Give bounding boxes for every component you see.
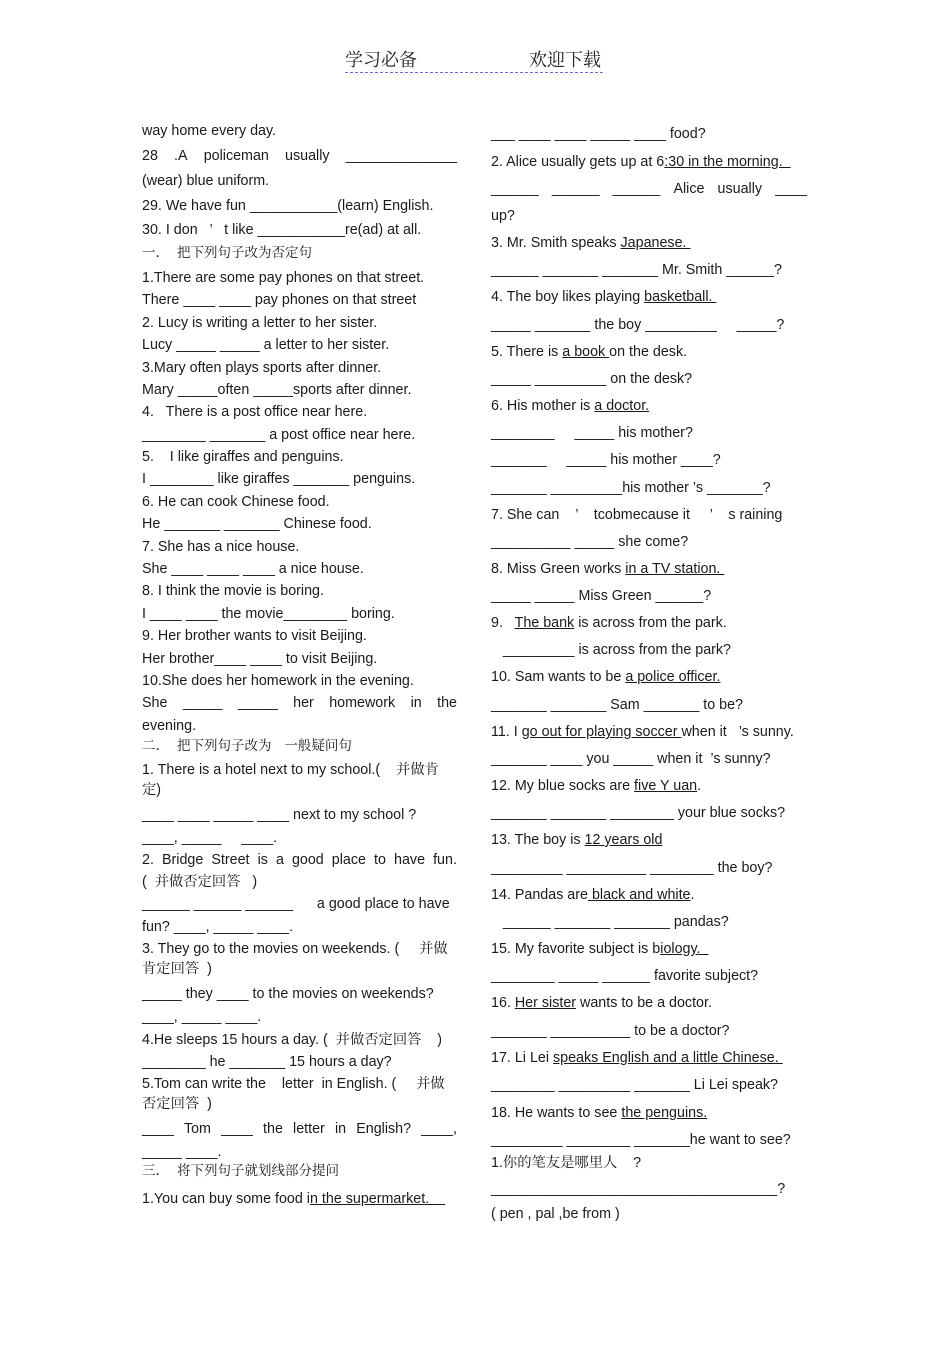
exercise-line <box>142 851 457 869</box>
underlined-part: :30 in the morning. <box>664 154 791 170</box>
exercise-line <box>142 895 450 913</box>
word: place <box>331 852 366 868</box>
exercise-line <box>491 424 693 442</box>
exercise-line <box>142 806 416 824</box>
underlined-part: a book <box>562 344 610 360</box>
exercise-line <box>142 269 424 287</box>
exercise-line <box>142 1095 212 1113</box>
exercise-line <box>491 343 687 361</box>
word: ____ <box>221 1121 253 1137</box>
word: homework <box>329 695 396 711</box>
line-text: 三. 将下列句子就划线部分提问 <box>142 1163 339 1179</box>
word: .A <box>174 148 188 164</box>
line-text: ______ _______ _______ Mr. Smith ______? <box>491 262 782 278</box>
line-text: 3. Mr. Smith speaks <box>491 235 621 251</box>
header-right-text: 欢迎下载 <box>529 50 601 71</box>
line-text: 否定回答 ) <box>142 1096 212 1112</box>
word: is <box>257 852 268 868</box>
line-text: way home every day. <box>142 123 277 139</box>
exercise-line <box>142 1162 339 1180</box>
line-text: ______ _______ _______ pandas? <box>491 914 729 930</box>
word: She <box>142 695 168 711</box>
exercise-line <box>142 582 324 600</box>
exercise-line <box>142 960 212 978</box>
exercise-line <box>142 381 411 399</box>
exercise-line <box>142 694 457 712</box>
exercise-line <box>491 1076 778 1094</box>
line-text: I ________ like giraffes _______ penguins. <box>142 471 416 487</box>
line-text: ____________________________________? <box>491 1181 786 1197</box>
exercise-line <box>491 1049 783 1067</box>
line-text: 定) <box>142 782 162 798</box>
line-text: 9. <box>491 615 515 631</box>
underlined-part: iology. <box>660 941 709 957</box>
exercise-line <box>491 668 720 686</box>
underlined-part: 12 years old <box>584 832 663 848</box>
line-text: 18. He wants to see <box>491 1105 622 1121</box>
exercise-line <box>142 1031 442 1049</box>
line-text: 29. We have fun ___________(learn) English. <box>142 198 434 214</box>
line-text: ______ ______ ______ a good place to have <box>142 896 450 912</box>
line-text: 14. Pandas are <box>491 887 588 903</box>
exercise-line <box>142 918 293 936</box>
exercise-line <box>491 288 716 306</box>
line-text: _______ __________ to be a doctor? <box>491 1023 730 1039</box>
word: fun. <box>433 852 457 868</box>
line-text-tail: is across from the park. <box>574 615 727 631</box>
word: usually <box>717 181 763 197</box>
exercise-line <box>491 506 782 524</box>
line-text: Mary _____often _____sports after dinner. <box>142 382 412 398</box>
line-text: 5. I like giraffes and penguins. <box>142 449 344 465</box>
line-text: 4. There is a post office near here. <box>142 404 368 420</box>
line-text: up? <box>491 208 515 224</box>
word: Tom <box>183 1121 211 1137</box>
line-text: There ____ ____ pay phones on that street <box>142 292 417 308</box>
line-text: 16. <box>491 995 515 1011</box>
word: ______ <box>491 181 539 197</box>
line-text: ___ ____ ____ _____ ____ food? <box>491 126 706 142</box>
exercise-line <box>142 940 448 958</box>
line-text: fun? ____, _____ ____. <box>142 919 294 935</box>
exercise-line <box>491 696 743 714</box>
line-text: 3.Mary often plays sports after dinner. <box>142 360 382 376</box>
line-text: 12. My blue socks are <box>491 778 635 794</box>
line-text: ________ _____ ______ favorite subject? <box>491 968 759 984</box>
exercise-line <box>142 403 367 421</box>
exercise-line <box>142 448 344 466</box>
word: her <box>293 695 314 711</box>
word: policeman <box>203 148 269 164</box>
exercise-line <box>491 1104 707 1122</box>
exercise-line <box>491 886 695 904</box>
line-text: 10.She does her homework in the evening. <box>142 673 414 689</box>
word: ____ <box>142 1121 174 1137</box>
line-text: _______ _______ Sam _______ to be? <box>491 697 744 713</box>
line-text: evening. <box>142 718 197 734</box>
underlined-part: speaks English and a little Chinese. <box>553 1050 783 1066</box>
word: English? <box>356 1121 412 1137</box>
exercise-line <box>491 831 662 849</box>
exercise-line <box>491 641 731 659</box>
word: to <box>374 852 386 868</box>
line-text: _________ __________ ________ the boy? <box>491 860 773 876</box>
exercise-line <box>142 1190 445 1208</box>
exercise-line <box>491 777 701 795</box>
exercise-line <box>142 538 299 556</box>
exercise-line <box>491 479 771 497</box>
word: the <box>437 695 457 711</box>
line-text: _____ ____. <box>142 1144 222 1160</box>
word: the <box>263 1121 283 1137</box>
exercise-line <box>491 397 649 415</box>
exercise-line <box>142 122 276 140</box>
underlined-part: a police officer. <box>625 669 721 685</box>
word: letter <box>293 1121 325 1137</box>
line-text: He _______ _______ Chinese food. <box>142 516 372 532</box>
line-text: ( pen , pal ,be from ) <box>491 1206 620 1222</box>
word: in <box>410 695 422 711</box>
exercise-line <box>491 560 724 578</box>
underlined-part: n the supermarket. <box>309 1191 446 1207</box>
line-text: ________ _____ his mother? <box>491 425 693 441</box>
exercise-line <box>142 359 381 377</box>
word: Bridge <box>161 852 204 868</box>
line-text: 1.There are some pay phones on that street. <box>142 270 425 286</box>
exercise-line <box>142 515 372 533</box>
line-text: 8. I think the movie is boring. <box>142 583 324 599</box>
exercise-line <box>491 1180 785 1198</box>
line-text: _____ _____ Miss Green ______? <box>491 588 712 604</box>
word: ______________ <box>345 148 457 164</box>
exercise-line <box>142 1143 222 1161</box>
exercise-line <box>142 560 364 578</box>
exercise-line <box>491 207 515 225</box>
exercise-line <box>142 197 433 215</box>
underlined-part: the penguins. <box>621 1105 708 1121</box>
word: ______ <box>551 181 600 197</box>
header-left-text: 学习必备 <box>345 50 417 71</box>
underlined-part: a doctor. <box>594 398 650 414</box>
line-text: ____, _____ ____. <box>142 1009 262 1025</box>
line-text: 二. 把下列句子改为 一般疑问句 <box>142 738 352 754</box>
line-text: 6. He can cook Chinese food. <box>142 494 330 510</box>
line-text: _______ _____ his mother ____? <box>491 452 721 468</box>
line-text: 2. Lucy is writing a letter to her sister. <box>142 315 378 331</box>
line-text-tail: when it ’s sunny. <box>681 724 794 740</box>
word: in <box>334 1121 347 1137</box>
underlined-part: in a TV station. <box>625 561 725 577</box>
exercise-line <box>142 147 457 165</box>
line-text: 30. I don ’ t like ___________re(ad) at all. <box>142 222 422 238</box>
line-text: 17. Li Lei <box>491 1050 553 1066</box>
line-text: 8. Miss Green works <box>491 561 626 577</box>
exercise-line <box>491 1022 730 1040</box>
word: ____ <box>775 181 807 197</box>
exercise-line <box>142 314 377 332</box>
exercise-line <box>491 451 721 469</box>
line-text: _______ _______ ________ your blue socks? <box>491 805 786 821</box>
word: Alice <box>673 181 705 197</box>
line-text: 5.Tom can write the letter in English. ( 并做 <box>142 1076 445 1092</box>
exercise-line <box>142 493 330 511</box>
line-text-tail: . <box>690 887 695 903</box>
exercise-line <box>142 1075 445 1093</box>
exercise-line <box>491 370 692 388</box>
line-text: ________ _________ _______ Li Lei speak? <box>491 1077 778 1093</box>
line-text: ____, _____ ____. <box>142 830 278 846</box>
line-text: _____ they ____ to the movies on weekends? <box>142 986 434 1002</box>
line-text: ________ _______ a post office near here. <box>142 427 416 443</box>
line-text: ( 并做否定回答 ) <box>142 874 258 890</box>
line-text: 1. There is a hotel next to my school.( 并做肯 <box>142 762 439 778</box>
exercise-line <box>142 737 352 755</box>
line-text: ____ ____ _____ ____ next to my school ? <box>142 807 417 823</box>
line-text: 肯定回答 ) <box>142 961 212 977</box>
line-text: _________ ________ _______he want to see? <box>491 1132 791 1148</box>
exercise-line <box>142 829 277 847</box>
exercise-line <box>142 1053 392 1071</box>
line-text: She ____ ____ ____ a nice house. <box>142 561 364 577</box>
line-text-tail: wants to be a doctor. <box>576 995 712 1011</box>
word: ______ <box>612 181 661 197</box>
line-text: 1.You can buy some food i <box>142 1191 310 1207</box>
exercise-line <box>142 650 377 668</box>
underlined-part: five Y uan <box>634 778 698 794</box>
line-text-tail: . <box>697 778 702 794</box>
line-text: _________ is across from the park? <box>491 642 732 658</box>
exercise-line <box>142 761 439 779</box>
exercise-line <box>142 605 395 623</box>
exercise-line <box>491 125 706 143</box>
exercise-line <box>491 234 690 252</box>
line-text: 3. They go to the movies on weekends. ( 并做 <box>142 941 448 957</box>
exercise-line <box>491 614 727 632</box>
word: usually <box>285 148 330 164</box>
exercise-line <box>142 1008 261 1026</box>
line-text: Her brother____ ____ to visit Beijing. <box>142 651 378 667</box>
exercise-line <box>142 781 161 799</box>
exercise-line <box>491 261 782 279</box>
line-text: 一. 把下列句子改为否定句 <box>142 245 312 261</box>
exercise-line <box>491 994 712 1012</box>
underlined-part: The bank <box>514 615 575 631</box>
line-text: 6. His mother is <box>491 398 595 414</box>
word: have <box>394 852 426 868</box>
exercise-line <box>491 1205 620 1223</box>
exercise-line <box>491 587 711 605</box>
exercise-line <box>491 804 785 822</box>
exercise-line <box>142 221 421 239</box>
exercise-line <box>142 336 389 354</box>
exercise-line <box>142 627 367 645</box>
exercise-line <box>491 940 708 958</box>
exercise-line <box>491 750 771 768</box>
line-text: 4. The boy likes playing <box>491 289 645 305</box>
underlined-part: go out for playing soccer <box>521 724 682 740</box>
exercise-line <box>491 533 688 551</box>
exercise-line <box>142 291 416 309</box>
word: 2. <box>142 852 154 868</box>
line-text: 7. She can ’ tcobmecause it ’ s raining <box>491 507 783 523</box>
line-text: 15. My favorite subject is b <box>491 941 661 957</box>
exercise-line <box>491 180 807 198</box>
line-text: 9. Her brother wants to visit Beijing. <box>142 628 367 644</box>
line-text: 13. The boy is <box>491 832 585 848</box>
line-text: _______ _________his mother ’s _______? <box>491 480 771 496</box>
underlined-part: black and white <box>587 887 691 903</box>
line-text: ________ he _______ 15 hours a day? <box>142 1054 392 1070</box>
exercise-line <box>491 1154 641 1172</box>
word: ____, <box>421 1121 457 1137</box>
exercise-line <box>491 1131 791 1149</box>
line-text: 4.He sleeps 15 hours a day. ( 并做否定回答 ) <box>142 1032 443 1048</box>
word: 28 <box>142 148 158 164</box>
line-text: Lucy _____ _____ a letter to her sister. <box>142 337 390 353</box>
exercise-line <box>142 470 415 488</box>
line-text: __________ _____ she come? <box>491 534 689 550</box>
page-header <box>345 46 603 73</box>
exercise-line <box>491 153 791 171</box>
underlined-part: basketball. <box>644 289 717 305</box>
exercise-line <box>491 859 772 877</box>
exercise-line <box>491 913 729 931</box>
line-text: I ____ ____ the movie________ boring. <box>142 606 395 622</box>
line-text: _____ _______ the boy _________ _____? <box>491 317 785 333</box>
line-text: 7. She has a nice house. <box>142 539 300 555</box>
line-text: (wear) blue uniform. <box>142 173 270 189</box>
exercise-line <box>142 672 414 690</box>
line-text-tail: on the desk. <box>609 344 688 360</box>
line-text: 5. There is <box>491 344 563 360</box>
line-text: 1.你的笔友是哪里人 ? <box>491 1155 642 1171</box>
line-text: 10. Sam wants to be <box>491 669 626 685</box>
underlined-part: Japanese. <box>620 235 691 251</box>
exercise-line <box>142 1120 457 1138</box>
word: _____ <box>238 695 278 711</box>
line-text: _______ ____ you _____ when it ’s sunny? <box>491 751 771 767</box>
exercise-line <box>491 967 758 985</box>
word: good <box>291 852 324 868</box>
exercise-line <box>142 426 415 444</box>
exercise-line <box>142 172 269 190</box>
exercise-line <box>142 717 196 735</box>
word: a <box>275 852 284 868</box>
line-text: _____ _________ on the desk? <box>491 371 693 387</box>
word: Street <box>211 852 250 868</box>
exercise-line <box>491 316 784 334</box>
exercise-line <box>142 873 257 891</box>
exercise-line <box>491 723 794 741</box>
exercise-line <box>142 244 312 262</box>
line-text: 11. I <box>491 724 522 740</box>
exercise-line <box>142 985 434 1003</box>
underlined-part: Her sister <box>514 995 577 1011</box>
word: _____ <box>182 695 223 711</box>
line-text: 2. Alice usually gets up at 6 <box>491 154 665 170</box>
